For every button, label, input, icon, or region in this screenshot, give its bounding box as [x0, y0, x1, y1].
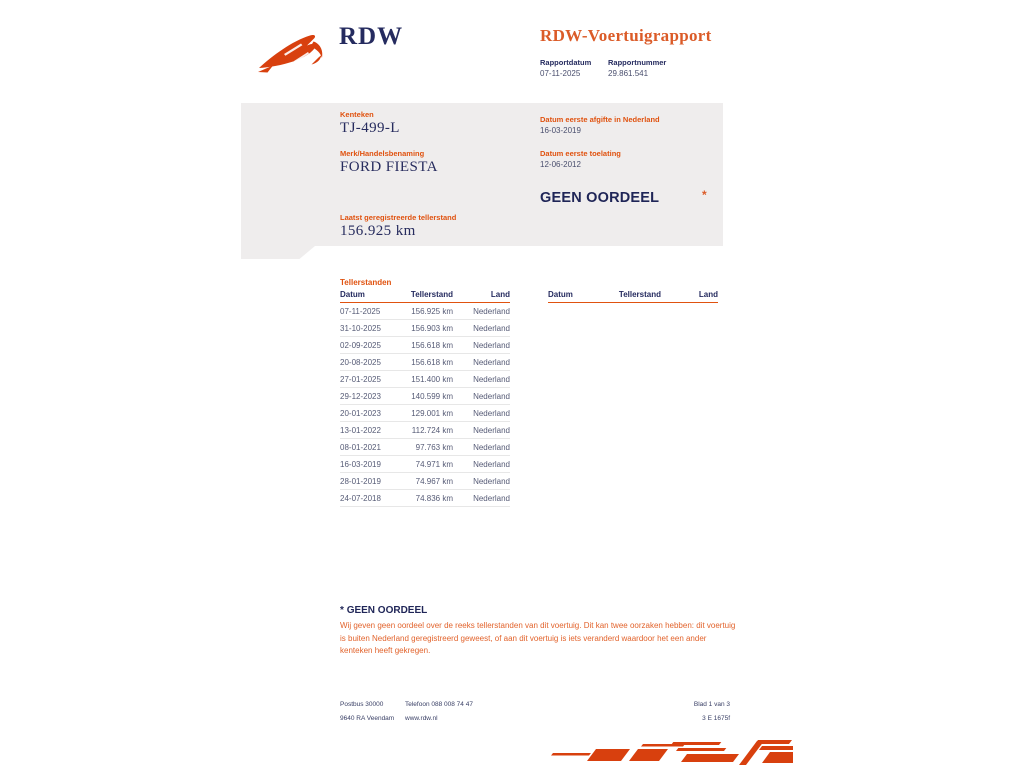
kenteken-value: TJ-499-L	[340, 120, 400, 136]
footnote-title-text: GEEN OORDEEL	[346, 605, 428, 616]
footnote-title	[340, 605, 427, 616]
table-row	[340, 354, 510, 371]
column-header-land: Land	[661, 290, 718, 303]
cell-land: Nederland	[453, 320, 510, 337]
toelating-value: 12-06-2012	[540, 160, 581, 169]
table-row	[340, 422, 510, 439]
cell-land: Nederland	[453, 422, 510, 439]
cell-land: Nederland	[453, 371, 510, 388]
rdw-speed-stripes-graphic	[543, 737, 793, 768]
cell-tellerstand: 74.967 km	[410, 473, 453, 490]
cell-datum: 28-01-2019	[340, 473, 410, 490]
table-row	[340, 320, 510, 337]
cell-datum: 07-11-2025	[340, 303, 410, 320]
tellerstanden-section-title: Tellerstanden	[340, 278, 392, 287]
merk-value: FORD FIESTA	[340, 159, 438, 175]
cell-land: Nederland	[453, 473, 510, 490]
footer-page-number: Blad 1 van 3	[693, 701, 730, 708]
cell-land: Nederland	[453, 405, 510, 422]
table-row	[340, 405, 510, 422]
footer-website: www.rdw.nl	[405, 715, 438, 722]
cell-datum: 02-09-2025	[340, 337, 410, 354]
report-date-label: Rapportdatum	[540, 58, 592, 67]
vehicle-summary-panel	[241, 103, 723, 246]
cell-land: Nederland	[453, 388, 510, 405]
afgifte-label: Datum eerste afgifte in Nederland	[540, 115, 660, 124]
page-title: RDW-Voertuigrapport	[540, 26, 712, 45]
cell-land: Nederland	[453, 354, 510, 371]
footer-address	[340, 698, 394, 726]
vehicle-summary-panel-tail	[241, 246, 315, 259]
kenteken-label: Kenteken	[340, 110, 374, 119]
cell-tellerstand: 74.836 km	[410, 490, 453, 507]
cell-tellerstand: 156.618 km	[410, 354, 453, 371]
cell-land: Nederland	[453, 456, 510, 473]
footer-address-line1: Postbus 30000	[340, 701, 384, 708]
table-header-row	[340, 290, 510, 303]
table-row	[340, 303, 510, 320]
table-row	[340, 337, 510, 354]
cell-land: Nederland	[453, 303, 510, 320]
table-row	[340, 371, 510, 388]
tellerstanden-table-body	[340, 303, 510, 507]
cell-tellerstand: 156.903 km	[410, 320, 453, 337]
report-number-value: 29.861.541	[608, 69, 649, 78]
cell-tellerstand: 156.925 km	[410, 303, 453, 320]
cell-tellerstand: 151.400 km	[410, 371, 453, 388]
merk-label: Merk/Handelsbenaming	[340, 149, 425, 158]
afgifte-value: 16-03-2019	[540, 126, 581, 135]
cell-datum: 31-10-2025	[340, 320, 410, 337]
cell-tellerstand: 74.971 km	[410, 456, 453, 473]
report-number-label: Rapportnummer	[608, 58, 667, 67]
cell-land: Nederland	[453, 337, 510, 354]
cell-datum: 08-01-2021	[340, 439, 410, 456]
oordeel-asterisk: *	[702, 188, 707, 202]
column-header-datum: Datum	[340, 290, 410, 303]
footnote-asterisk: *	[340, 605, 344, 616]
cell-datum: 20-01-2023	[340, 405, 410, 422]
table-header-row	[548, 290, 718, 303]
table-row	[340, 456, 510, 473]
laatste-tellerstand-value: 156.925 km	[340, 223, 416, 239]
laatste-tellerstand-label: Laatst geregistreerde tellerstand	[340, 213, 457, 222]
cell-land: Nederland	[453, 490, 510, 507]
cell-tellerstand: 97.763 km	[410, 439, 453, 456]
footer-page-info	[630, 698, 730, 726]
cell-tellerstand: 129.001 km	[410, 405, 453, 422]
table-row	[340, 490, 510, 507]
table-row	[340, 473, 510, 490]
tellerstanden-table-right	[548, 290, 718, 303]
footnote-body-text: Wij geven geen oordeel over de reeks tellerstanden van dit voertuig. Dit kan twee oorzaken hebben: dit voertuig is buiten Nederland geregistreerd geweest, of aan dit voertuig is iets veranderd waardoor het een ander kenteken heeft gekregen.	[340, 621, 736, 655]
oordeel-status: GEEN OORDEEL	[540, 190, 660, 206]
rdw-logo-icon	[256, 28, 332, 74]
column-header-tellerstand: Tellerstand	[410, 290, 453, 303]
cell-datum: 27-01-2025	[340, 371, 410, 388]
column-header-land: Land	[453, 290, 510, 303]
cell-datum: 20-08-2025	[340, 354, 410, 371]
cell-datum: 29-12-2023	[340, 388, 410, 405]
cell-datum: 24-07-2018	[340, 490, 410, 507]
tellerstanden-table-left	[340, 290, 510, 507]
footer-phone: Telefoon 088 008 74 47	[405, 701, 473, 708]
report-date-value: 07-11-2025	[540, 69, 581, 78]
cell-tellerstand: 156.618 km	[410, 337, 453, 354]
rdw-logo-text: RDW	[339, 23, 404, 50]
footer-form-code: 3 E 1675f	[702, 715, 730, 722]
cell-tellerstand: 140.599 km	[410, 388, 453, 405]
table-row	[340, 388, 510, 405]
cell-tellerstand: 112.724 km	[410, 422, 453, 439]
footer-contact	[405, 698, 473, 726]
table-row	[340, 439, 510, 456]
column-header-datum: Datum	[548, 290, 618, 303]
cell-datum: 13-01-2022	[340, 422, 410, 439]
column-header-tellerstand: Tellerstand	[618, 290, 661, 303]
cell-land: Nederland	[453, 439, 510, 456]
footer-address-line2: 9640 RA Veendam	[340, 715, 395, 722]
toelating-label: Datum eerste toelating	[540, 149, 621, 158]
cell-datum: 16-03-2019	[340, 456, 410, 473]
